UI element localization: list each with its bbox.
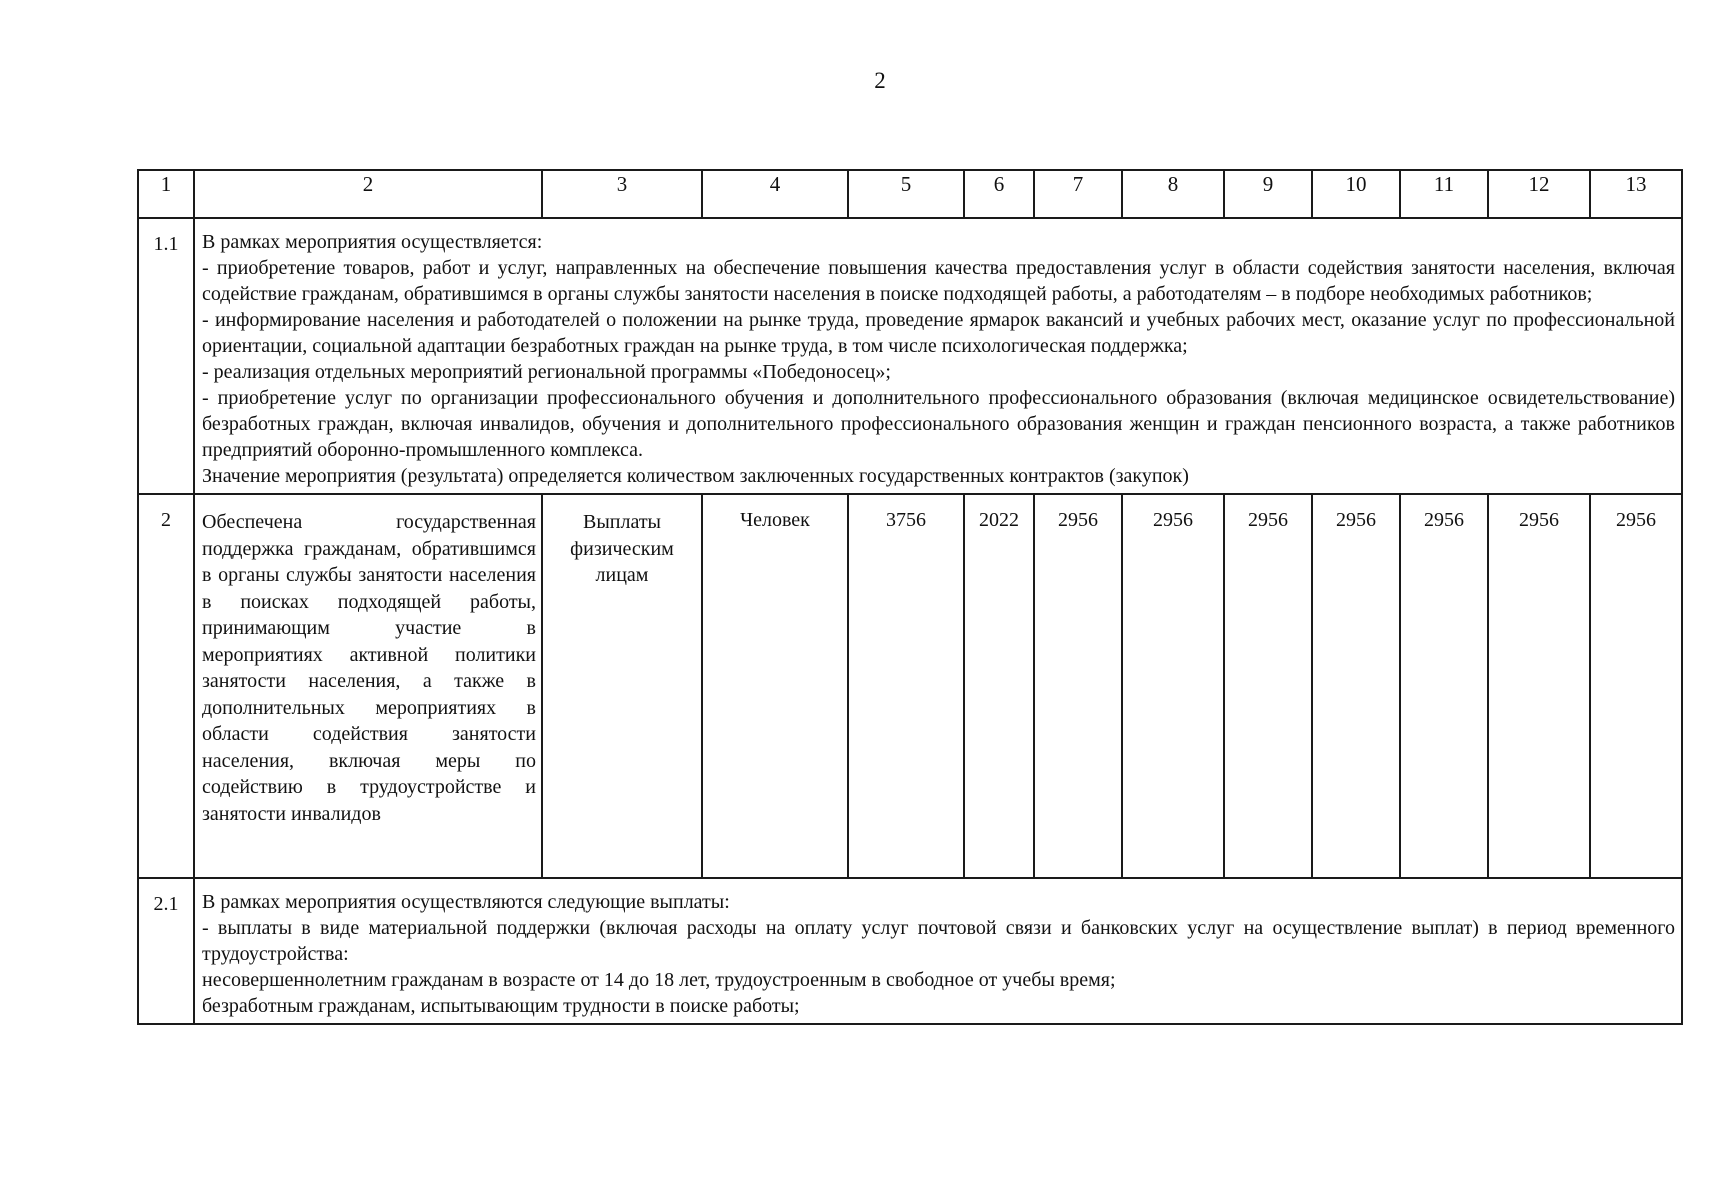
description-line: безработным гражданам, испытывающим трудности в поиске работы;	[202, 995, 800, 1017]
column-header: 8	[1122, 170, 1224, 218]
description-line: В рамках мероприятия осуществляется:	[202, 231, 543, 253]
indicators-table	[137, 169, 1683, 1025]
value-cell: 2956	[1488, 494, 1590, 878]
description-line: - реализация отдельных мероприятий региональной программы «Победоносец»;	[202, 361, 891, 383]
result-type: Выплаты физическим лицам	[542, 494, 702, 878]
description-line: - приобретение товаров, работ и услуг, направленных на обеспечение повышения качества предоставления услуг в области содействия занятости населения, включая содействие гражданам, обратившимся в органы службы занятости населения в поиске подходящей работы, а работодателям – в подборе необходимых работников;	[202, 257, 1675, 305]
column-header: 4	[702, 170, 848, 218]
description-line: несовершеннолетним гражданам в возрасте от 14 до 18 лет, трудоустроенным в свободное от учебы время;	[202, 969, 1116, 991]
table-row	[138, 878, 1682, 1024]
row-description	[194, 218, 1682, 494]
column-header: 5	[848, 170, 964, 218]
description-line: Значение мероприятия (результата) определяется количеством заключенных государственных контрактов (закупок)	[202, 465, 1189, 487]
description-line: - выплаты в виде материальной поддержки (включая расходы на оплату услуг почтовой связи и банковских услуг на осуществление выплат) в период временного трудоустройства:	[202, 917, 1675, 965]
value-cell: 2956	[1034, 494, 1122, 878]
column-header: 13	[1590, 170, 1682, 218]
column-number-row	[138, 170, 1682, 218]
row-description	[194, 878, 1682, 1024]
description-line: - приобретение услуг по организации профессионального обучения и дополнительного профессионального образования (включая медицинское освидетельствование) безработных граждан, включая инвалидов, обучения и дополнительного профессионального образования женщин и граждан пенсионного возраста, а также работников предприятий оборонно-промышленного комплекса.	[202, 387, 1675, 461]
description-line: - информирование населения и работодателей о положении на рынке труда, проведение ярмарок вакансий и учебных рабочих мест, оказание услуг по профессиональной ориентации, социальной адаптации безработных граждан на рынке труда, в том числе психологическая поддержка;	[202, 309, 1675, 357]
indicator-name: Обеспечена государственная поддержка гражданам, обратившимся в органы службы занятости населения в поисках подходящей работы, принимающим участие в мероприятиях активной политики занятости населения, а также в дополнительных мероприятиях в области содействия занятости населения, включая меры по содействию в трудоустройстве и занятости инвалидов	[194, 494, 542, 878]
column-header: 6	[964, 170, 1034, 218]
column-header: 3	[542, 170, 702, 218]
column-header: 2	[194, 170, 542, 218]
table-row	[138, 494, 1682, 878]
description-line: В рамках мероприятия осуществляются следующие выплаты:	[202, 891, 730, 913]
table-row	[138, 218, 1682, 494]
row-number: 2	[138, 494, 194, 878]
value-cell: 2956	[1224, 494, 1312, 878]
value-cell: 2956	[1122, 494, 1224, 878]
row-number: 1.1	[138, 218, 194, 494]
column-header: 12	[1488, 170, 1590, 218]
row-number: 2.1	[138, 878, 194, 1024]
base-year: 2022	[964, 494, 1034, 878]
value-cell: 2956	[1590, 494, 1682, 878]
page-number: 2	[874, 68, 886, 93]
column-header: 11	[1400, 170, 1488, 218]
column-header: 9	[1224, 170, 1312, 218]
value-cell: 2956	[1400, 494, 1488, 878]
column-header: 7	[1034, 170, 1122, 218]
value-cell: 2956	[1312, 494, 1400, 878]
base-value: 3756	[848, 494, 964, 878]
column-header: 10	[1312, 170, 1400, 218]
column-header: 1	[138, 170, 194, 218]
unit-of-measure: Человек	[702, 494, 848, 878]
